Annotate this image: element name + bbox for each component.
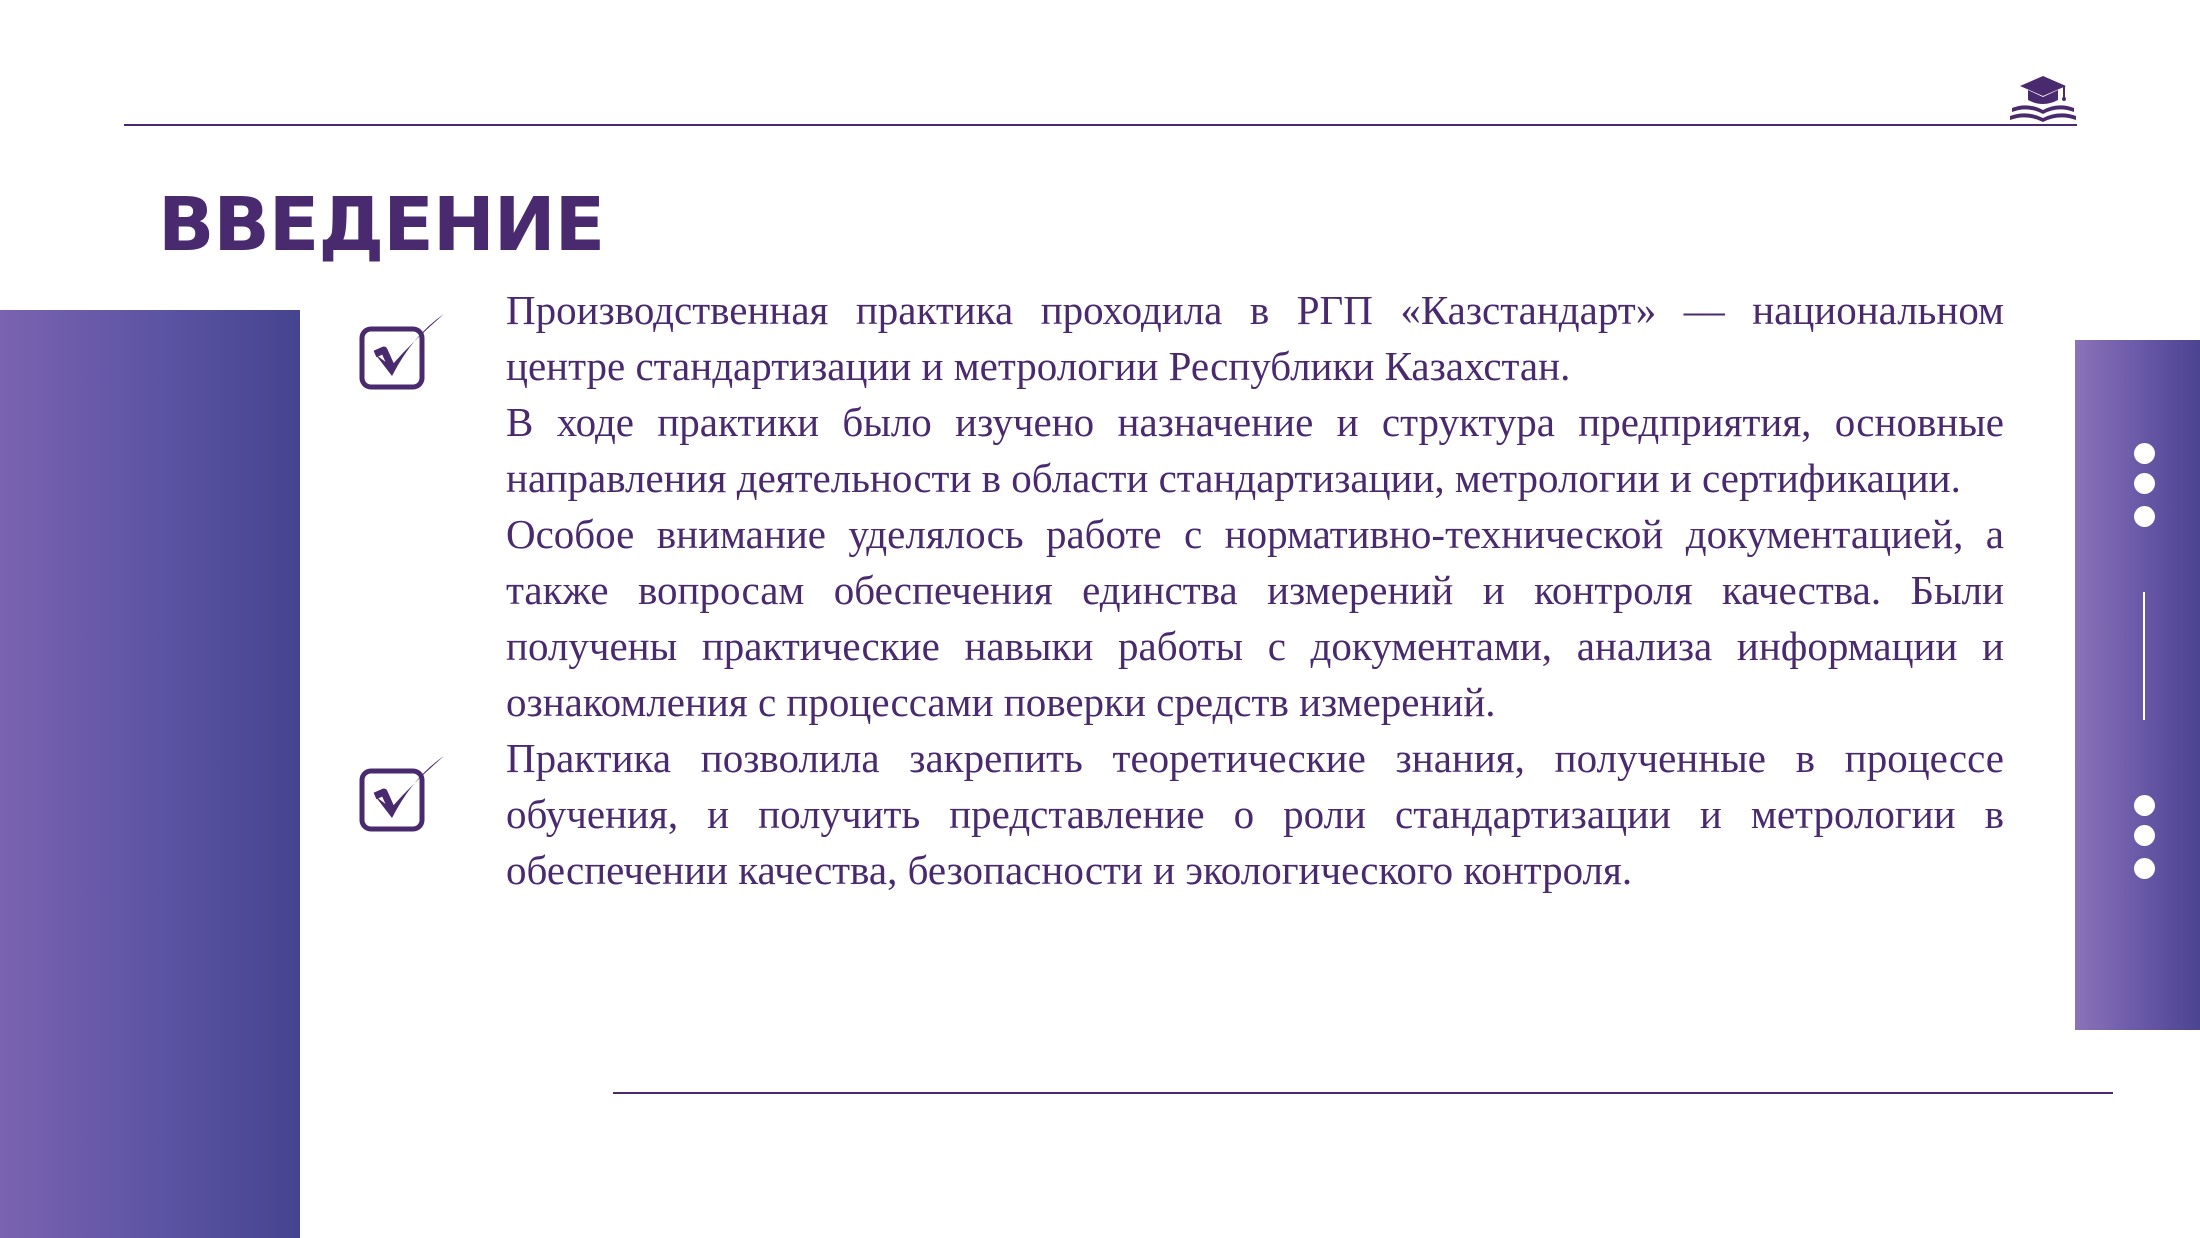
vertical-divider	[2143, 592, 2145, 720]
checkbox-checked-icon	[358, 752, 450, 834]
paragraph: В ходе практики было изучено назначение и структура предприятия, основные направления деятельности в области стандартизации, метрологии и сертификации.	[506, 399, 2004, 501]
paragraph: Особое внимание уделялось работе с нормативно-технической документацией, а также вопросам обеспечения единства измерений и контроля качества. Были получены практические навыки работы с документами, анализа информации и ознакомления с процессами поверки средств измерений.	[506, 511, 2004, 725]
graduation-cap-book-icon	[2008, 74, 2078, 126]
dot-icon	[2134, 443, 2155, 464]
left-decor-panel	[0, 310, 300, 1238]
footer-divider	[613, 1092, 2113, 1094]
header-divider	[124, 124, 2077, 126]
page-title: ВВЕДЕНИЕ	[158, 182, 605, 268]
dot-icon	[2134, 858, 2155, 879]
checkbox-checked-icon	[358, 310, 450, 392]
intro-text	[506, 282, 2004, 898]
dot-icon	[2134, 825, 2155, 846]
dot-icon	[2134, 506, 2155, 527]
right-decor-panel	[2075, 340, 2200, 1030]
paragraph: Производственная практика проходила в РГП «Казстандарт» — национальном центре стандартизации и метрологии Республики Казахстан.	[506, 287, 2004, 389]
dot-icon	[2134, 795, 2155, 816]
dot-icon	[2134, 473, 2155, 494]
paragraph: Практика позволила закрепить теоретические знания, полученные в процессе обучения, и получить представление о роли стандартизации и метрологии в обеспечении качества, безопасности и экологического контроля.	[506, 735, 2004, 893]
